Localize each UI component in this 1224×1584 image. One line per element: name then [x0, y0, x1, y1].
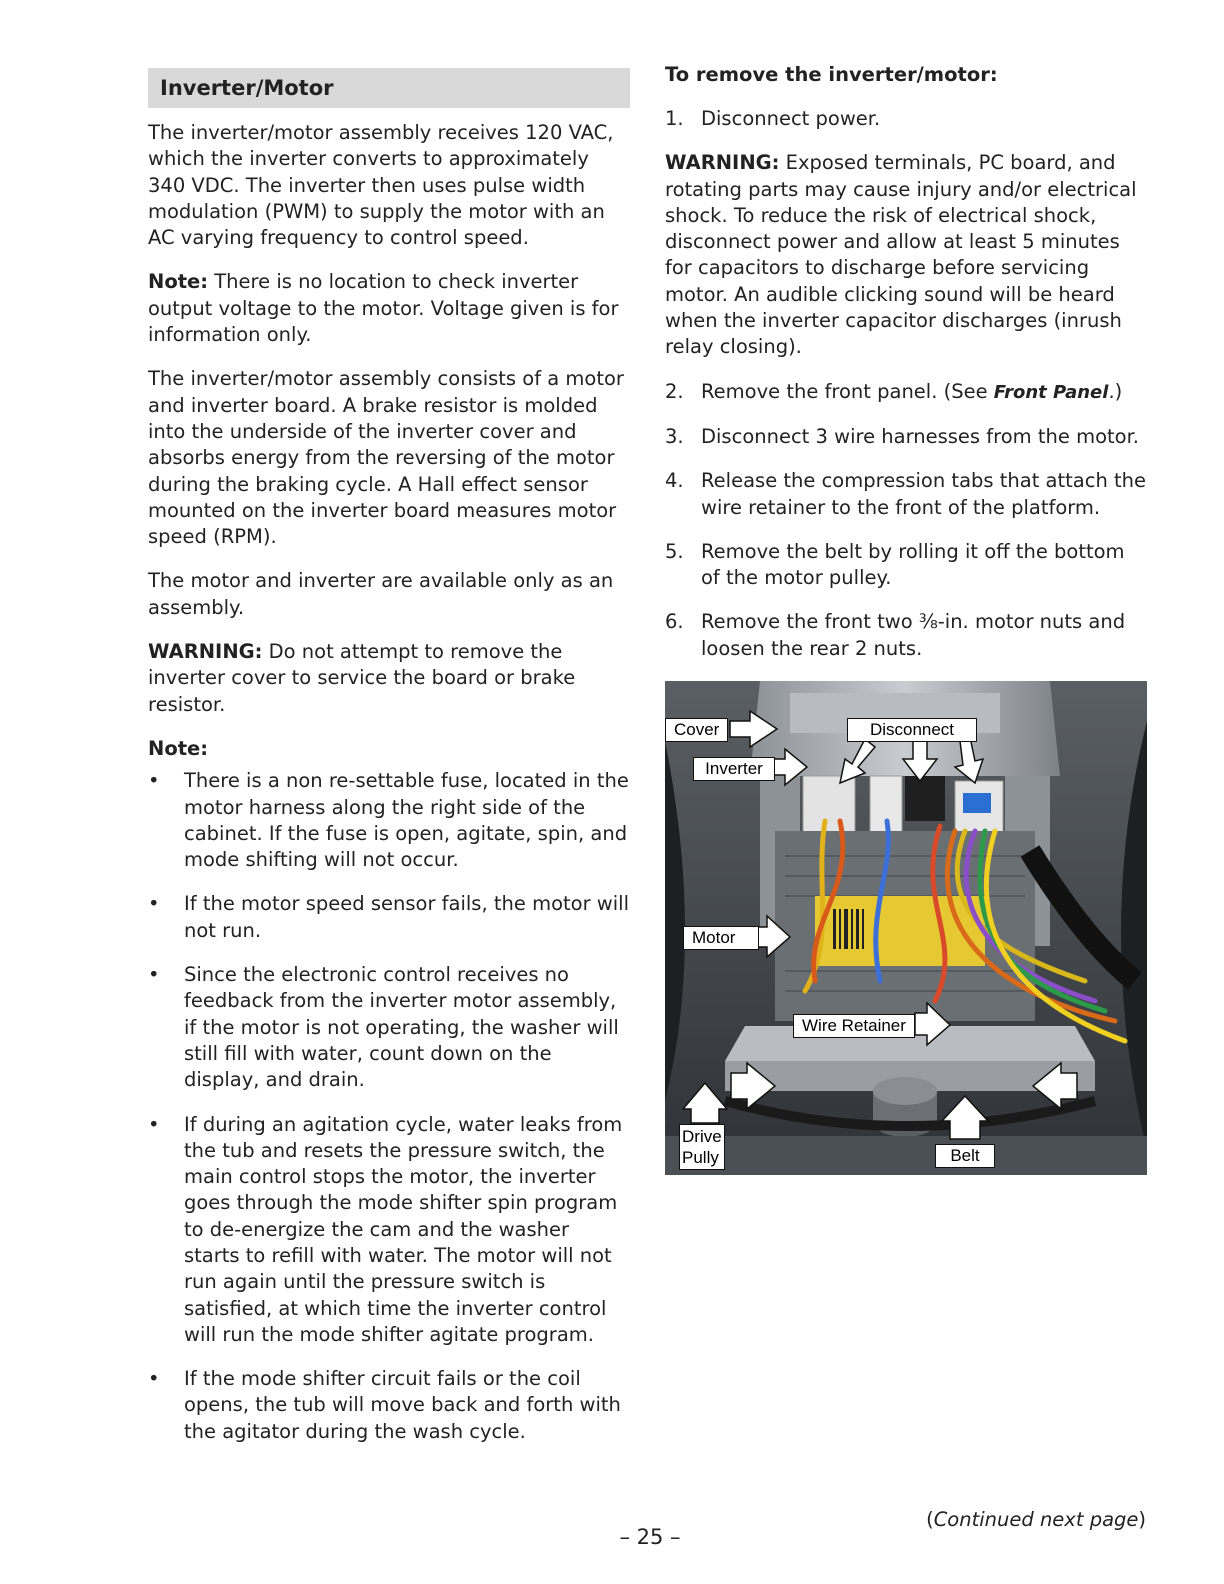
note-paragraph: [148, 269, 630, 348]
front-panel-reference: Front Panel: [993, 381, 1109, 403]
bullet-glyph: •: [148, 1112, 160, 1136]
warning-label: WARNING:: [148, 640, 263, 664]
list-item: [148, 768, 630, 873]
continued-close-paren: ): [1138, 1508, 1146, 1531]
bullet-text: There is a non re-settable fuse, located in the motor harness along the right side of the cabinet. If the fuse is open, agitate, spin, and mode shifting will not occur.: [184, 769, 629, 872]
page-number: – 25 –: [619, 1525, 681, 1549]
note-heading: Note:: [148, 736, 209, 760]
list-item: [148, 962, 630, 1093]
warning-label: WARNING:: [665, 151, 780, 175]
callout-drive-line2: Pully: [682, 1148, 719, 1167]
bullet-glyph: •: [148, 892, 160, 916]
warning-text: Exposed terminals, PC board, and rotating parts may cause injury and/or electrical shock. To reduce the risk of electrical shock, disconnect power and allow at least 5 minutes for capacitors to discharge before servicing motor. An audible clicking sound will be heard when the inverter capacitor discharges (inrush relay closing).: [665, 151, 1137, 359]
callout-wire-retainer: Wire Retainer: [793, 1014, 915, 1038]
procedure-heading: To remove the inverter/motor:: [665, 63, 998, 86]
callout-motor: Motor: [683, 926, 759, 950]
bullet-text: Since the electronic control receives no feedback from the inverter motor assembly, if the motor is not operating, the washer will still fill with water, count down on the display, and drain.: [184, 963, 619, 1092]
assembly-paragraph: The inverter/motor assembly consists of a motor and inverter board. A brake resistor is molded into the underside of the inverter cover and absorbs energy from the reversing of the motor during the braking cycle. A Hall effect sensor mounted on the inverter board measures motor speed (RPM).: [148, 367, 624, 549]
warning-text: Do not attempt to remove the inverter cover to service the board or brake resistor.: [148, 640, 576, 716]
continued-open-paren: (: [926, 1508, 934, 1531]
bullet-text: If the motor speed sensor fails, the motor will not run.: [184, 892, 629, 942]
list-item: [148, 1366, 630, 1445]
list-item: [665, 468, 1147, 521]
callout-drive-pully: [679, 1124, 725, 1170]
list-item: [665, 539, 1147, 592]
bullet-glyph: •: [148, 769, 160, 793]
step-text: Remove the front panel. (See: [701, 379, 994, 403]
procedure-steps: [665, 106, 1147, 132]
callout-cover: Cover: [665, 718, 728, 742]
motor-assembly-photo: [665, 681, 1147, 1175]
step-text: Release the compression tabs that attach the wire retainer to the front of the platform.: [701, 469, 1147, 519]
list-item: [148, 891, 630, 944]
step-number: 1.: [665, 107, 684, 130]
bullet-glyph: •: [148, 963, 160, 987]
step-number: 5.: [665, 539, 684, 563]
step-number: 2.: [665, 379, 684, 403]
callout-drive-line1: Drive: [682, 1127, 722, 1146]
section-heading: Inverter/Motor: [148, 68, 630, 108]
right-column: [665, 62, 1147, 680]
list-item: [665, 609, 1147, 662]
callout-disconnect: Disconnect: [847, 718, 977, 742]
warning-paragraph: [665, 150, 1147, 360]
warning-paragraph: [148, 639, 630, 718]
step-text: Disconnect 3 wire harnesses from the motor.: [701, 424, 1139, 448]
list-item: [148, 1112, 630, 1349]
step-number: 4.: [665, 469, 684, 493]
bullet-text: If during an agitation cycle, water leaks from the tub and resets the pressure switch, the main control stops the motor, the inverter goes through the mode shifter spin program to de-energize the cam and the washer starts to refill with water. The motor will not run again until the pressure switch is satisfied, at which time the inverter control will run the mode shifter agitate program.: [184, 1112, 623, 1346]
procedure-steps-continued: [665, 379, 1147, 662]
callout-belt: Belt: [935, 1144, 995, 1168]
bullet-text: If the mode shifter circuit fails or the coil opens, the tub will move back and forth with the agitator during the wash cycle.: [184, 1367, 621, 1443]
availability-paragraph: The motor and inverter are available only as an assembly.: [148, 569, 614, 619]
callout-inverter: Inverter: [693, 757, 775, 781]
step-text: Remove the front two ⅜-in. motor nuts and loosen the rear 2 nuts.: [701, 610, 1126, 660]
step-text-end: .): [1108, 379, 1123, 403]
step-number: 6.: [665, 610, 684, 634]
list-item: [665, 106, 1147, 132]
continued-text: Continued next page: [933, 1508, 1139, 1531]
list-item: [665, 379, 1147, 406]
step-number: 3.: [665, 424, 684, 448]
bullet-glyph: •: [148, 1367, 160, 1391]
note-bullet-list: [148, 768, 630, 1445]
left-column: [148, 68, 630, 1463]
step-text: Remove the belt by rolling it off the bottom of the motor pulley.: [701, 539, 1125, 590]
list-item: [665, 424, 1147, 450]
step-text: Disconnect power.: [701, 107, 881, 130]
intro-paragraph: The inverter/motor assembly receives 120 VAC, which the inverter converts to approximately 340 VDC. The inverter then uses pulse width modulation (PWM) to supply the motor with an AC varying frequency to control speed.: [148, 121, 614, 250]
note-label: Note:: [148, 270, 209, 294]
note-text: There is no location to check inverter output voltage to the motor. Voltage given is for information only.: [148, 270, 619, 347]
